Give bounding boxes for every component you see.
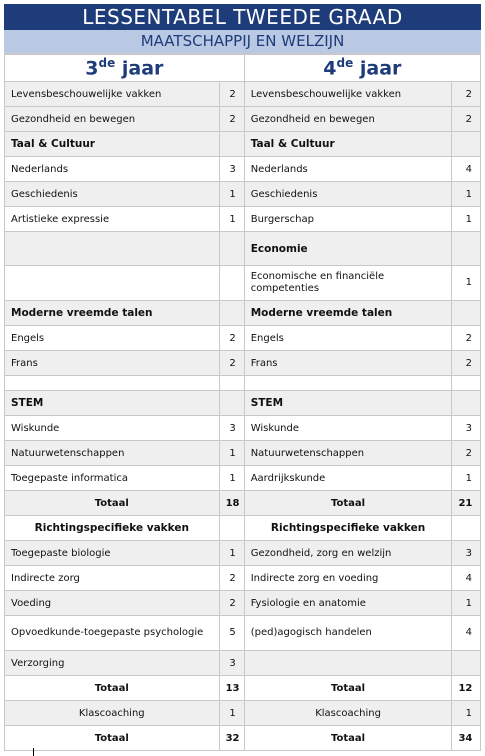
subject-left-cell: Engels	[5, 326, 220, 351]
document-title: LESSENTABEL TWEEDE GRAAD	[4, 4, 481, 30]
subject-left-cell: Indirecte zorg	[5, 566, 220, 591]
subject-right-cell: Natuurwetenschappen	[244, 441, 452, 466]
subject-left-cell: Totaal	[5, 726, 220, 751]
subject-right-cell: Klascoaching	[244, 701, 452, 726]
hours-left-cell: 1	[219, 541, 244, 566]
subject-left-cell	[5, 232, 220, 266]
table-row	[5, 107, 481, 132]
subject-left-cell	[5, 266, 220, 301]
subject-right-cell: STEM	[244, 391, 452, 416]
hours-right-cell: 2	[452, 107, 481, 132]
hours-left-cell: 32	[219, 726, 244, 751]
hours-left-cell: 2	[219, 351, 244, 376]
text-cursor	[33, 748, 34, 756]
subject-right-cell: Indirecte zorg en voeding	[244, 566, 452, 591]
subject-left-cell: Nederlands	[5, 157, 220, 182]
hours-right-cell: 4	[452, 157, 481, 182]
hours-left-cell: 3	[219, 157, 244, 182]
subject-left-cell: Wiskunde	[5, 416, 220, 441]
hours-left-cell: 3	[219, 416, 244, 441]
subject-left-cell: STEM	[5, 391, 220, 416]
table-row	[5, 266, 481, 301]
subject-left-cell: Voeding	[5, 591, 220, 616]
hours-left-cell: 5	[219, 616, 244, 651]
subject-right-cell: Totaal	[244, 491, 452, 516]
subject-left-cell: Frans	[5, 351, 220, 376]
table-row	[5, 207, 481, 232]
table-row	[5, 182, 481, 207]
table-row	[5, 466, 481, 491]
hours-left-cell: 1	[219, 182, 244, 207]
table-row	[5, 132, 481, 157]
hours-right-cell: 34	[452, 726, 481, 751]
table-row	[5, 541, 481, 566]
subject-right-cell: Richtingspecifieke vakken	[244, 516, 452, 541]
subject-left-cell: Totaal	[5, 676, 220, 701]
subject-right-cell: (ped)agogisch handelen	[244, 616, 452, 651]
subject-right-cell: Gezondheid, zorg en welzijn	[244, 541, 452, 566]
subject-left-cell: Moderne vreemde talen	[5, 301, 220, 326]
subject-right-cell: Geschiedenis	[244, 182, 452, 207]
table-row	[5, 491, 481, 516]
hours-right-cell: 1	[452, 701, 481, 726]
hours-right-cell: 4	[452, 616, 481, 651]
hours-left-cell: 1	[219, 466, 244, 491]
hours-right-cell: 2	[452, 326, 481, 351]
hours-left-cell	[219, 516, 244, 541]
subject-right-cell: Gezondheid en bewegen	[244, 107, 452, 132]
subject-right-cell: Levensbeschouwelijke vakken	[244, 82, 452, 107]
hours-right-cell: 3	[452, 416, 481, 441]
hours-right-cell	[452, 301, 481, 326]
table-row	[5, 301, 481, 326]
table-row	[5, 616, 481, 651]
year-left-heading: 3de jaar	[5, 55, 245, 82]
hours-right-cell	[452, 376, 481, 391]
hours-left-cell: 2	[219, 107, 244, 132]
hours-right-cell: 1	[452, 466, 481, 491]
hours-left-cell: 18	[219, 491, 244, 516]
year-header-row	[5, 55, 481, 82]
table-row	[5, 726, 481, 751]
lessentabel-document	[4, 4, 481, 751]
hours-left-cell	[219, 232, 244, 266]
subject-left-cell: Taal & Cultuur	[5, 132, 220, 157]
subject-left-cell: Verzorging	[5, 651, 220, 676]
hours-left-cell: 2	[219, 591, 244, 616]
hours-left-cell: 3	[219, 651, 244, 676]
hours-right-cell	[452, 651, 481, 676]
subject-right-cell	[244, 651, 452, 676]
hours-left-cell: 1	[219, 701, 244, 726]
hours-left-cell	[219, 301, 244, 326]
hours-left-cell	[219, 266, 244, 301]
table-row	[5, 676, 481, 701]
table-row	[5, 351, 481, 376]
table-row	[5, 651, 481, 676]
subject-right-cell: Nederlands	[244, 157, 452, 182]
subject-left-cell	[5, 376, 220, 391]
hours-left-cell: 2	[219, 566, 244, 591]
document-subtitle: MAATSCHAPPIJ EN WELZIJN	[4, 30, 481, 54]
hours-left-cell	[219, 132, 244, 157]
subject-right-cell: Burgerschap	[244, 207, 452, 232]
hours-right-cell: 2	[452, 441, 481, 466]
subject-left-cell: Klascoaching	[5, 701, 220, 726]
lessentabel-table	[4, 54, 481, 751]
table-row	[5, 157, 481, 182]
subject-right-cell: Taal & Cultuur	[244, 132, 452, 157]
table-row	[5, 376, 481, 391]
table-row	[5, 591, 481, 616]
table-row	[5, 326, 481, 351]
table-row	[5, 701, 481, 726]
subject-right-cell: Economie	[244, 232, 452, 266]
hours-right-cell: 1	[452, 182, 481, 207]
hours-right-cell: 3	[452, 541, 481, 566]
hours-left-cell: 2	[219, 82, 244, 107]
subject-right-cell: Fysiologie en anatomie	[244, 591, 452, 616]
subject-left-cell: Levensbeschouwelijke vakken	[5, 82, 220, 107]
hours-left-cell: 1	[219, 207, 244, 232]
subject-left-cell: Richtingspecifieke vakken	[5, 516, 220, 541]
subject-right-cell: Aardrijkskunde	[244, 466, 452, 491]
hours-right-cell	[452, 132, 481, 157]
hours-right-cell: 2	[452, 82, 481, 107]
hours-left-cell	[219, 391, 244, 416]
table-row	[5, 441, 481, 466]
hours-left-cell: 2	[219, 326, 244, 351]
table-row	[5, 416, 481, 441]
hours-right-cell: 12	[452, 676, 481, 701]
subject-left-cell: Geschiedenis	[5, 182, 220, 207]
table-row	[5, 232, 481, 266]
hours-left-cell	[219, 376, 244, 391]
table-row	[5, 566, 481, 591]
hours-right-cell: 1	[452, 591, 481, 616]
subject-right-cell: Economische en financiële competenties	[244, 266, 452, 301]
subject-left-cell: Natuurwetenschappen	[5, 441, 220, 466]
table-row	[5, 391, 481, 416]
table-row	[5, 82, 481, 107]
subject-right-cell: Wiskunde	[244, 416, 452, 441]
subject-right-cell	[244, 376, 452, 391]
subject-left-cell: Toegepaste biologie	[5, 541, 220, 566]
subject-left-cell: Totaal	[5, 491, 220, 516]
subject-right-cell: Totaal	[244, 676, 452, 701]
hours-right-cell: 21	[452, 491, 481, 516]
subject-right-cell: Frans	[244, 351, 452, 376]
hours-right-cell: 1	[452, 266, 481, 301]
hours-left-cell: 13	[219, 676, 244, 701]
hours-right-cell: 4	[452, 566, 481, 591]
subject-left-cell: Opvoedkunde-toegepaste psychologie	[5, 616, 220, 651]
hours-left-cell: 1	[219, 441, 244, 466]
subject-left-cell: Gezondheid en bewegen	[5, 107, 220, 132]
hours-right-cell: 1	[452, 207, 481, 232]
subject-right-cell: Totaal	[244, 726, 452, 751]
subject-right-cell: Engels	[244, 326, 452, 351]
year-right-heading: 4de jaar	[244, 55, 480, 82]
subject-left-cell: Artistieke expressie	[5, 207, 220, 232]
hours-right-cell	[452, 391, 481, 416]
subject-right-cell: Moderne vreemde talen	[244, 301, 452, 326]
hours-right-cell: 2	[452, 351, 481, 376]
hours-right-cell	[452, 232, 481, 266]
table-row	[5, 516, 481, 541]
subject-left-cell: Toegepaste informatica	[5, 466, 220, 491]
hours-right-cell	[452, 516, 481, 541]
